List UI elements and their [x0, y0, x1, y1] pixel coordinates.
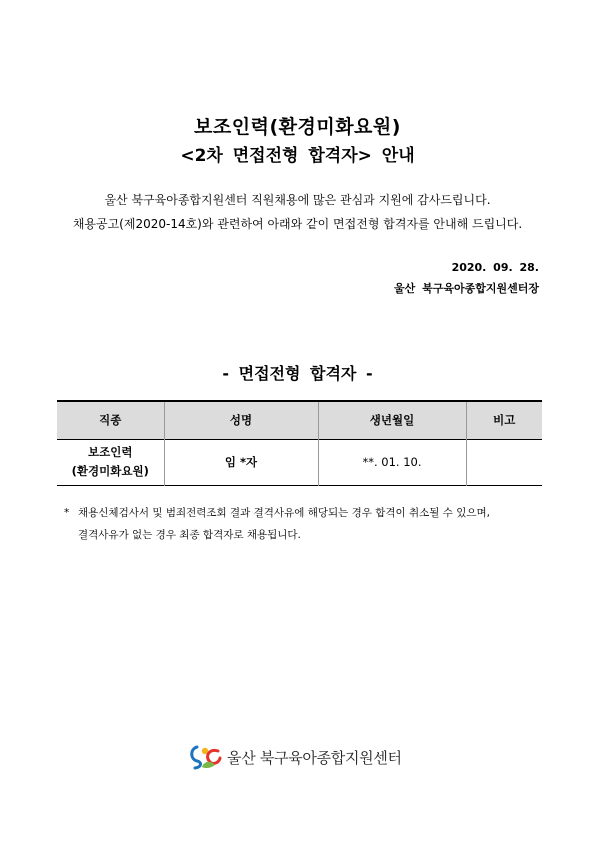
footnote	[64, 502, 544, 546]
table-header-row	[57, 401, 542, 439]
footnote-marker: *	[64, 507, 70, 519]
section-title: - 면접전형 합격자 -	[222, 364, 373, 383]
notice-date: 2020. 09. 28.	[451, 261, 539, 274]
notice-issuer: 울산 북구육아종합지원센터장	[394, 282, 539, 295]
footnote-line-2: 결격사유가 없는 경우 최종 합격자로 채용됩니다.	[78, 529, 301, 541]
cell-job	[57, 439, 164, 485]
intro-line-1: 울산 북구육아종합지원센터 직원채용에 많은 관심과 지원에 감사드립니다.	[104, 193, 491, 207]
result-table	[57, 400, 542, 486]
header-job: 직종	[99, 413, 122, 428]
table-row	[57, 439, 542, 485]
cell-job-line-2: (환경미화요원)	[71, 464, 149, 478]
header-name: 성명	[164, 401, 318, 439]
intro-line-2: 채용공고(제2020-14호)와 관련하여 아래와 같이 면접전형 합격자를 안내해 드립니다.	[72, 217, 523, 231]
logo-red-swirl	[208, 750, 220, 763]
cell-job-line-1: 보조인력	[88, 445, 133, 459]
logo-blue-swirl	[192, 747, 201, 768]
cell-birth: **. 01. 10.	[318, 439, 466, 485]
cell-name: 임 *자	[164, 439, 318, 485]
page-subtitle: <2차 면접전형 합격자> 안내	[180, 146, 415, 166]
page-title: 보조인력(환경미화요원)	[194, 116, 401, 138]
header-birth: 생년월일	[318, 401, 466, 439]
cell-remark	[466, 439, 542, 485]
center-logo-text: 울산 북구육아종합지원센터	[227, 748, 402, 767]
header-remark: 비고	[466, 401, 542, 439]
center-logo	[188, 742, 402, 772]
footnote-line-1: 채용신체검사서 및 범죄전력조회 결과 결격사유에 해당되는 경우 합격이 취소될 수 있으며,	[78, 507, 491, 519]
center-logo-icon	[188, 743, 224, 771]
